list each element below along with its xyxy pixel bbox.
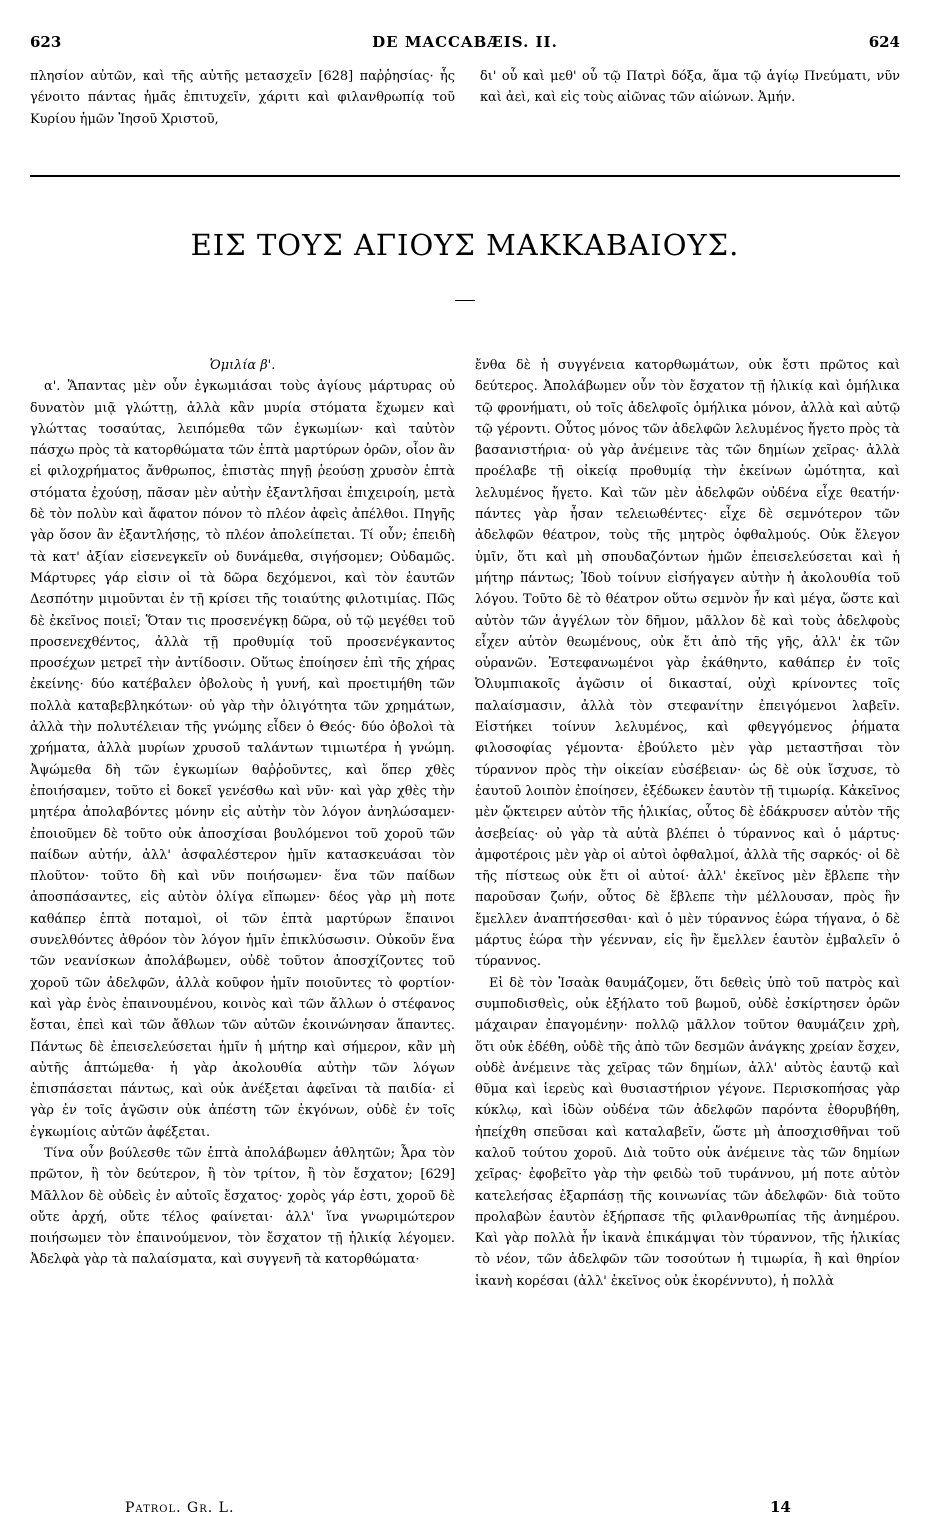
right-page-number: 624 — [868, 33, 900, 51]
title-dash-ornament — [455, 300, 475, 301]
preceding-text-right-column — [480, 66, 900, 109]
footer-signature: Patrol. Gr. L. — [125, 1500, 235, 1516]
running-title: DE MACCABÆIS. II. — [372, 33, 558, 51]
section-divider-rule — [30, 175, 900, 177]
preceding-text-block — [30, 66, 900, 166]
preceding-text-left-column — [30, 66, 455, 130]
section-title: ΕΙΣ ΤΟΥΣ ΑΓΙΟΥΣ ΜΑΚΚΑΒΑΙΟΥΣ. — [190, 228, 740, 262]
homily-heading: Ὁμιλία β'. — [209, 358, 276, 373]
right-paragraph-2: Εἰ δὲ τὸν Ἰσαὰκ θαυμάζομεν, ὅτι δεθεὶς ὑπὸ τοῦ πατρὸς καὶ συμποδισθεὶς, οὐκ ἐξήλατο τοῦ βωμοῦ, οὐδὲ ἐσκίρτησεν ὁρῶν μάχαιραν ἐπαγομένην· πολλῷ μᾶλλον τοῦτον θαυμάζειν χρὴ, ὅτι οὐκ ἐδέθη, οὐδὲ τῆς ἀπὸ τῶν δεσμῶν ἀνάγκης χρείαν ἔσχεν, οὐδὲ ἀνέμεινε τὰς χεῖρας τῶν δημίων, ἀλλ' αὐτὸς ἑαυτῷ καὶ θῦμα καὶ ἱερεὺς καὶ θυσιαστήριον γέγονε. Περισκοπήσας γὰρ κύκλῳ, καὶ ἰδὼν οὐδένα τῶν ἀδελφῶν παρόντα ἐθορυβήθη, ἠπείχθη σπεῦσαι καὶ καταλαβεῖν, ὥστε μὴ ἀποσχισθῆναι τοῦ καλοῦ τούτου χοροῦ. Διὰ τοῦτο οὐκ ἀνέμεινε τὰς τῶν δημίων χεῖρας· ἐφοβεῖτο γὰρ τὴν φειδὼ τοῦ τυράννου, μή ποτε αὐτὸν κατελεήσας ἐξαρπάσῃ τῆς κοινωνίας τῶν ἀδελφῶν· διὰ τοῦτο προλαβὼν ἑαυτὸν ἐξήρπασε τῆς φιλανθρωπίας τῆς ἀνημέρου. Καὶ γὰρ πολλὰ ἦν ἱκανὰ ἐπικάμψαι τὸν τύραννον, τῆς ἡλικίας τὸ νέον, τῶν ἀδελφῶν τῶν τοσούτων ἡ τιμωρία, ἢ καὶ θηρίον ἱκανὴ κορέσαι (ἀλλ' ἐκεῖνος οὐκ ἐκορέννυτο), ἡ πολλὰ — [475, 975, 900, 1289]
preceding-text-left: πλησίον αὐτῶν, καὶ τῆς αὐτῆς μετασχεῖν [628] παῤῥησίας· ἧς γένοιτο πάντας ἡμᾶς ἐπιτυχεῖν, χάριτι καὶ φιλανθρωπίᾳ τοῦ Κυρίου ἡμῶν Ἰησοῦ Χριστοῦ, — [30, 69, 455, 127]
left-paragraph-1: α'. Ἅπαντας μὲν οὖν ἐγκωμιάσαι τοὺς ἁγίους μάρτυρας οὐ δυνατὸν μιᾷ γλώττῃ, ἀλλὰ κἂν μυρία στόματα ἔχωμεν καὶ γλώττας τοσαύτας, λειπόμεθα τῶν ἐγκωμίων· καὶ ταὐτὸν πάσχω πρὸς τὰ κατορθώματα τῶν ἑπτὰ μαρτύρων ὁρῶν, οἷον ἂν εἰ φιλοχρήματος ἄνθρωπος, ἐπιστὰς πηγῇ ῥεούσῃ χρυσὸν ἑπτὰ στόματα ἐχούσῃ, πᾶσαν μὲν αὐτὴν ἐξαντλῆσαι ἐπιχειροίη, μετὰ δὲ τὸν πολὺν καὶ ἄφατον πόνον τὸ πλέον ἀφεὶς ἀπέλθοι. Πηγῆς γὰρ ὅσον ἂν ἐξαντλήσῃς, τὸ πλέον ἀπολείπεται. Τί οὖν; ἐπειδὴ τὰ κατ' ἀξίαν εἰσενεγκεῖν οὐ δυνάμεθα, σιγήσομεν; Οὐδαμῶς. Μάρτυρες γάρ εἰσιν οἱ τὰ δῶρα δεχόμενοι, καὶ τὸν ἑαυτῶν Δεσπότην μιμοῦνται ἐν τῇ κρίσει τῆς τοιαύτης φιλοτιμίας. Πῶς δὲ ἐκεῖνος ποιεῖ; Ὅταν τις προσενέγκῃ δῶρα, οὐ τῷ μεγέθει τοῦ προσενεχθέντος, ἀλλὰ τῇ προθυμίᾳ τοῦ προσενέγκαντος προσέχων μετρεῖ τὴν ἀντίδοσιν. Οὕτως ἐποίησεν ἐπὶ τῆς χήρας ἐκείνης· δύο κατέβαλεν ὀβολοὺς ἡ γυνή, καὶ προετιμήθη τῶν πολλὰ καταβεβληκότων· οὐ γὰρ τὴν ὀλιγότητα τῶν χρημάτων, ἀλλὰ τὴν πολυτέλειαν τῆς γνώμης εἶδεν ὁ Θεός· δύο ὀβολοὶ τὰ χρήματα, ἀλλὰ μυρίων χρυσοῦ ταλάντων τιμιωτέρα ἡ γνώμη. Ἀψώμεθα δὴ τῶν ἐγκωμίων θαῤῥοῦντες, καὶ ὅπερ χθὲς ἐποιήσαμεν, τοῦτο εἰ δοκεῖ γενέσθω καὶ νῦν· καὶ γὰρ χθὲς τὴν μητέρα ἀπολαβόντες μόνην εἰς αὐτὴν τὸν λόγον ἀνηλώσαμεν· ἐποιοῦμεν δὲ τοῦτο οὐκ ἀποσχίσαι βουλόμενοι τοῦ χοροῦ τῶν παίδων αὐτήν, ἀλλ' ἀσφαλέστερον ἡμῖν κατασκευάσαι τὸν πλοῦτον· τοῦτο δὴ καὶ νῦν ποιήσωμεν· ἕνα τῶν παίδων ἀποσπάσαντες, εἰς αὐτὸν ὀλίγα εἴπωμεν· δέος γὰρ μὴ ποτε καθάπερ ἑπτὰ ποταμοὶ, οἱ τῶν ἑπτὰ μαρτύρων ἔπαινοι συνελθόντες ἀθρόον τὸν λόγον ἡμῖν ἐπικλύσωσιν. Οὐκοῦν ἕνα τῶν νεανίσκων ἀπολάβωμεν, οὐδὲ τοῦτον ἀποσχίζοντες τοῦ χοροῦ τῶν ἀδελφῶν, ἀλλὰ κοῦφον ἡμῖν ποιοῦντες τὸ φορτίον· καὶ γὰρ ἑνὸς ἐπαινουμένου, κοινὸς καὶ τῶν ἄλλων ὁ στέφανος ἔσται, ἐπεὶ καὶ τῶν ἄθλων τῶν αὐτῶν ἐκοινώνησαν ἅπαντες. Πάντως δὲ ἐπεισελεύσεται ἡμῖν ἡ μήτηρ καὶ σήμερον, κἂν μὴ αὐτῆς ἁπτώμεθα· ἡ γὰρ ἀκολουθία αὐτὴν τῶν λόγων ἐπισπάσεται πάντως, καὶ οὐκ ἀνέξεται ἀφεῖναι τὰ παιδία· εἰ γὰρ ἐν τοῖς ἀγῶσιν οὐκ ἀπέστη τῶν ἐκγόνων, οὐδὲ ἐν τοῖς ἐγκωμίοις αὐτῶν ἀφέξεται. — [30, 379, 455, 1140]
right-text-column — [475, 355, 900, 1292]
preceding-text-right: δι' οὗ καὶ μεθ' οὗ τῷ Πατρὶ δόξα, ἅμα τῷ ἁγίῳ Πνεύματι, νῦν καὶ ἀεὶ, καὶ εἰς τοὺς αἰῶνας τῶν αἰώνων. Ἀμήν. — [480, 69, 900, 106]
left-text-column — [30, 355, 455, 1271]
left-page-number: 623 — [30, 33, 62, 51]
footer-signature-number: 14 — [770, 1498, 791, 1516]
page-header — [30, 33, 900, 55]
left-paragraph-2: Τίνα οὖν βούλεσθε τῶν ἑπτὰ ἀπολάβωμεν ἀθλητῶν; Ἆρα τὸν πρῶτον, ἢ τὸν δεύτερον, ἢ τὸν τρίτον, ἢ τὸν ἔσχατον; [629] Μᾶλλον δὲ οὐδεὶς ἐν αὐτοῖς ἔσχατος· χορὸς γάρ ἐστι, χοροῦ δὲ οὔτε ἀρχή, οὔτε τέλος φαίνεται· ἀλλ' ἵνα γνωριμώτερον ποιήσωμεν τὸν ἐπαινούμενον, τὸν ἔσχατον τῇ ἡλικίᾳ λέγομεν. Ἀδελφὰ γὰρ τὰ παλαίσματα, καὶ συγγενῆ τὰ κατορθώματα· — [30, 1145, 455, 1268]
right-paragraph-1: ἔνθα δὲ ἡ συγγένεια κατορθωμάτων, οὐκ ἔστι πρῶτος καὶ δεύτερος. Ἀπολάβωμεν οὖν τὸν ἔσχατον τῇ ἡλικίᾳ καὶ ὁμήλικα τῷ φρονήματι, οὐ τοῖς ἀδελφοῖς ὁμήλικα μόνον, ἀλλὰ καὶ αὐτῷ τῷ γέροντι. Οὗτος μόνος τῶν ἀδελφῶν λελυμένος ἤγετο πρὸς τὰ βασανιστήρια· οὐ γὰρ ἀνέμεινε τὰς τῶν δημίων χεῖρας· ἀλλὰ προέλαβε τῇ οἰκείᾳ προθυμίᾳ τὴν ἐκείνων ὠμότητα, καὶ λελυμένος ἤγετο. Καὶ τῶν μὲν ἀδελφῶν οὐδένα εἶχε θεατήν· πάντες γὰρ ἦσαν τελειωθέντες· εἶχε δὲ σεμνότερον τῶν ἀδελφῶν θέατρον, τοὺς τῆς μητρὸς ὀφθαλμούς. Οὐκ ἔλεγον ὑμῖν, ὅτι καὶ μὴ σπουδαζόντων ἡμῶν ἐπεισελεύσεται καὶ ἡ μήτηρ πάντως; Ἰδοὺ τοίνυν εἰσήγαγεν αὐτὴν ἡ ἀκολουθία τοῦ λόγου. Τοῦτο δὲ τὸ θέατρον οὕτω σεμνὸν ἦν καὶ μέγα, ὥστε καὶ αὐτὸν τῶν ἀγγέλων τὸν δῆμον, μᾶλλον δὲ καὶ τοὺς ἀδελφοὺς εἶχεν αὐτὸν θεωμένους, οὐκ ἔτι ἀπὸ τῆς γῆς, ἀλλ' ἐκ τῶν οὐρανῶν. Ἐστεφανωμένοι γὰρ ἐκάθηντο, καθάπερ ἐν τοῖς Ὀλυμπιακοῖς ἀγῶσιν οἱ δικασταί, οὐχὶ κρίνοντες τοῖς παλαίσμασιν, ἀλλὰ τὸν στεφανίτην ἐπειγόμενοι λαβεῖν. Εἱστήκει τοίνυν λελυμένος, καὶ φθεγγόμενος ῥήματα φιλοσοφίας γέμοντα· ἐβούλετο μὲν γὰρ μεταστῆσαι τὸν τύραννον πρὸς τὴν οἰκείαν εὐσέβειαν· ὡς δὲ οὐκ ἴσχυσε, τὸ ἑαυτοῦ λοιπὸν ἐποίησεν, ἐξέδωκεν ἑαυτὸν τῇ τιμωρίᾳ. Κἀκεῖνος μὲν ᾤκτειρεν αὐτὸν τῆς ἡλικίας, οὗτος δὲ ἐδάκρυσεν αὐτὸν τῆς ἀσεβείας· οὐ γὰρ τὰ αὐτὰ βλέπει ὁ τύραννος καὶ ὁ μάρτυς· ἀμφοτέροις μὲν γὰρ οἱ αὐτοὶ ὀφθαλμοί, ἀλλὰ τῆς σαρκός· οἱ δὲ τῆς πίστεως οὐκ ἔτι οἱ αὐτοί· ἀλλ' ἐκεῖνος μὲν ἔβλεπε τὴν παροῦσαν ζωήν, οὗτος δὲ ἔβλεπε τὴν μέλλουσαν, πρὸς ἣν ἔμελλεν ἀναπτήσεσθαι· καὶ ὁ μὲν τύραννος ἑώρα τήγανα, ὁ δὲ μάρτυς ἑώρα τὴν γέενναν, εἰς ἣν ἔμελλεν ἑαυτὸν ἐμβαλεῖν ὁ τύραννος. — [475, 358, 900, 970]
